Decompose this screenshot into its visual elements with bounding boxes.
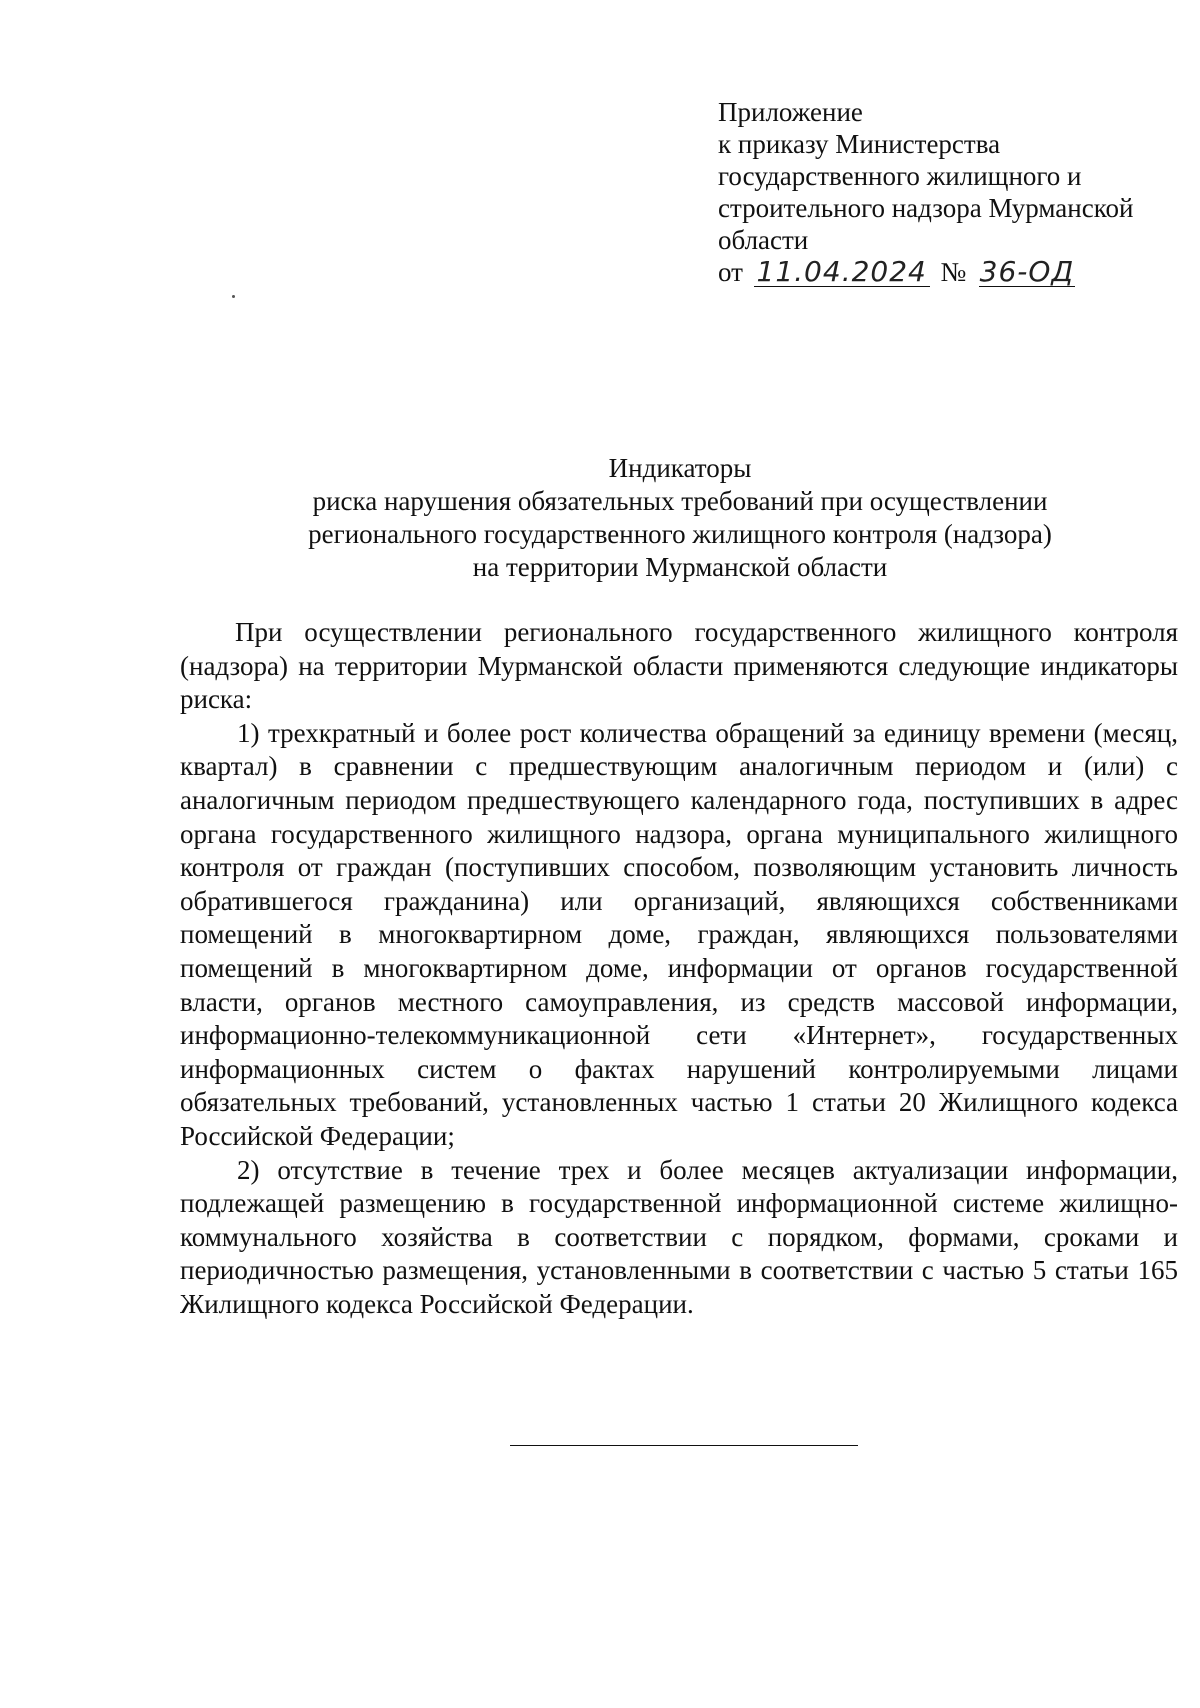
appendix-line: государственного жилищного и <box>718 161 1082 191</box>
appendix-line: области <box>718 225 809 255</box>
intro-paragraph: При осуществлении регионального государственного жилищного контроля (надзора) на территории Мурманской области применяются следующие индикаторы риска: <box>180 617 1178 715</box>
indicator-item-1: 1) трехкратный и более рост количества обращений за единицу времени (месяц, квартал) в сравнении с предшествующим аналогичным периодом и (или) с аналогичным периодом предшествующего календарного года, поступивших в адрес органа государственного жилищного надзора, органа муниципального жилищного контроля от граждан (поступивших способом, позволяющим установить личность обратившегося гражданина) или организаций, являющихся собственниками помещений в многоквартирном доме, граждан, являющихся пользователями помещений в многоквартирном доме, информации от органов государственной власти, органов местного самоуправления, из средств массовой информации, информационно-телекоммуникационной сети «Интернет», государственных информационных систем о фактах нарушений контролируемыми лицами обязательных требований, установленных частью 1 статьи 20 Жилищного кодекса Российской Федерации; <box>180 717 1178 1151</box>
number-label: № <box>940 257 967 287</box>
title-heading: Индикаторы <box>608 453 752 483</box>
appendix-line: к приказу Министерства <box>718 129 1001 159</box>
scan-speck <box>232 295 235 298</box>
order-number-handwritten: 36-ОД <box>979 255 1075 288</box>
document-title <box>180 452 1180 584</box>
appendix-line: Приложение <box>718 97 863 127</box>
order-date-handwritten: 11.04.2024 <box>756 255 927 288</box>
title-subtitle-line: регионального государственного жилищного контроля (надзора) <box>308 519 1052 549</box>
title-subtitle-line: на территории Мурманской области <box>472 552 888 582</box>
end-divider <box>510 1445 858 1446</box>
document-body <box>180 616 1178 1321</box>
from-label: от <box>718 257 743 287</box>
appendix-header <box>718 96 1178 288</box>
order-date-field <box>754 255 930 288</box>
order-date-number <box>718 256 1178 288</box>
order-number-field <box>979 255 1075 288</box>
appendix-line: строительного надзора Мурманской <box>718 193 1134 223</box>
title-subtitle-line: риска нарушения обязательных требований при осуществлении <box>312 486 1048 516</box>
indicator-item-2: 2) отсутствие в течение трех и более месяцев актуализации информации, подлежащей размещению в государственной информационной системе жилищно-коммунального хозяйства в соответствии с порядком, формами, сроками и периодичностью размещения, установленными в соответствии с частью 5 статьи 165 Жилищного кодекса Российской Федерации. <box>180 1154 1178 1319</box>
